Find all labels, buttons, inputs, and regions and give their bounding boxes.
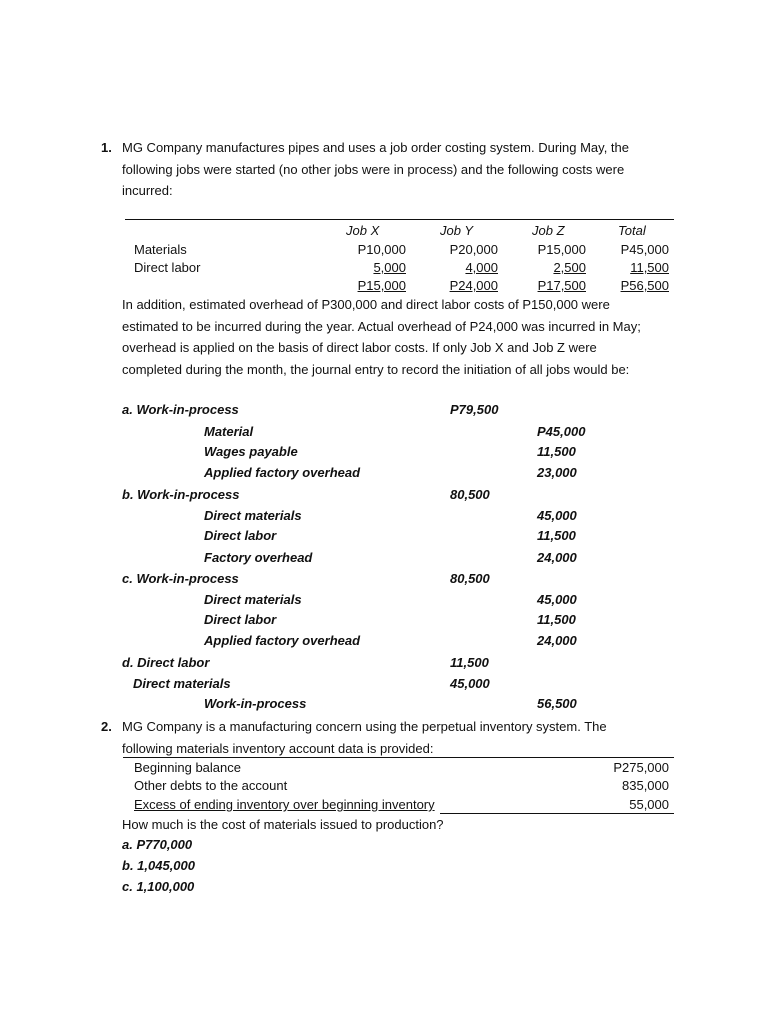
option-a-credit-1-amount: P45,000 [537, 424, 586, 439]
option-a-credit-2: Wages payable [204, 444, 298, 459]
header-total: Total [618, 223, 646, 238]
details-line-3: overhead is applied on the basis of direct labor costs. If only Job X and Job Z were [122, 340, 597, 355]
question-2-line-1: MG Company is a manufacturing concern using the perpetual inventory system. The [122, 719, 607, 734]
cell-labor-y: 4,000 [465, 260, 498, 275]
option-b-credit-3: Factory overhead [204, 550, 313, 565]
option-c-debit: c. Work-in-process [122, 571, 239, 586]
inventory-label-3: Excess of ending inventory over beginning inventory [134, 797, 435, 812]
cell-labor-x: 5,000 [373, 260, 406, 275]
details-line-1: In addition, estimated overhead of P300,000 and direct labor costs of P150,000 were [122, 297, 610, 312]
option-a-debit: a. Work-in-process [122, 402, 239, 417]
option-b-debit: b. Work-in-process [122, 487, 240, 502]
option-b-credit-2: Direct labor [204, 528, 277, 543]
inventory-value-1: P275,000 [613, 760, 669, 775]
cell-total-total: P56,500 [620, 278, 669, 293]
question-2-choice-a: a. P770,000 [122, 837, 193, 852]
cell-total-z: P17,500 [537, 278, 586, 293]
option-d-debit-2-amount: 45,000 [450, 676, 490, 691]
cell-materials-z: P15,000 [537, 242, 586, 257]
option-a-credit-2-amount: 11,500 [537, 444, 576, 459]
option-b-credit-1-amount: 45,000 [537, 508, 577, 523]
question-1-number: 1. [101, 140, 112, 155]
cell-total-x: P15,000 [357, 278, 406, 293]
option-a-credit-3: Applied factory overhead [204, 465, 361, 480]
cell-materials-x: P10,000 [357, 242, 406, 257]
cell-labor-z: 2,500 [553, 260, 586, 275]
details-line-4: completed during the month, the journal entry to record the initiation of all jobs would be: [122, 361, 630, 377]
option-a-credit-3-amount: 23,000 [537, 465, 577, 480]
question-1-line-1: MG Company manufactures pipes and uses a job order costing system. During May, the [122, 140, 629, 155]
option-b-credit-2-amount: 11,500 [537, 528, 576, 543]
inventory-value-3: 55,000 [629, 797, 669, 812]
question-2-intro [122, 716, 664, 759]
cell-labor-total: 11,500 [630, 260, 669, 275]
option-d-credit-amount: 56,500 [537, 696, 577, 711]
inventory-label-2: Other debts to the account [134, 778, 288, 793]
inventory-table-top-rule [123, 757, 674, 758]
option-a-debit-amount: P79,500 [450, 402, 499, 417]
option-c-credit-3: Applied factory overhead [204, 633, 361, 648]
option-c-credit-1-amount: 45,000 [537, 592, 577, 607]
row-label-direct-labor: Direct labor [134, 260, 201, 275]
question-1-line-2: following jobs were started (no other jobs were in process) and the following costs were [122, 161, 625, 177]
question-2-line-2: following materials inventory account data is provided: [122, 740, 434, 756]
cell-materials-y: P20,000 [449, 242, 498, 257]
option-d-debit-1-amount: 11,500 [450, 655, 489, 670]
details-line-2: estimated to be incurred during the year. Actual overhead of P24,000 was incurred in May; [122, 318, 641, 334]
question-2-prompt: How much is the cost of materials issued to production? [122, 817, 444, 832]
cell-total-y: P24,000 [449, 278, 498, 293]
option-d-debit-2: Direct materials [133, 676, 231, 691]
question-1-details [122, 294, 664, 380]
option-c-credit-3-amount: 24,000 [537, 633, 577, 648]
row-label-materials: Materials [134, 242, 187, 257]
option-d-debit-1: d. Direct labor [122, 655, 210, 670]
option-a-credit-1: Material [204, 424, 254, 439]
header-job-z: Job Z [532, 223, 565, 238]
inventory-table-bottom-rule [440, 813, 674, 814]
table-top-rule [125, 219, 674, 220]
option-b-debit-amount: 80,500 [450, 487, 490, 502]
question-2-choice-b: b. 1,045,000 [122, 858, 195, 873]
inventory-value-2: 835,000 [622, 778, 669, 793]
option-b-credit-3-amount: 24,000 [537, 550, 577, 565]
option-b-credit-1: Direct materials [204, 508, 302, 523]
header-job-x: Job X [346, 223, 380, 238]
option-c-debit-amount: 80,500 [450, 571, 490, 586]
option-c-credit-2-amount: 11,500 [537, 612, 576, 627]
question-1-intro [122, 137, 664, 202]
question-1-line-3: incurred: [122, 183, 173, 198]
question-2-choice-c: c. 1,100,000 [122, 879, 195, 894]
option-c-credit-1: Direct materials [204, 592, 302, 607]
header-job-y: Job Y [440, 223, 474, 238]
option-d-credit: Work-in-process [204, 696, 307, 711]
question-2-number: 2. [101, 719, 112, 734]
option-c-credit-2: Direct labor [204, 612, 277, 627]
cell-materials-total: P45,000 [620, 242, 669, 257]
inventory-label-1: Beginning balance [134, 760, 241, 775]
